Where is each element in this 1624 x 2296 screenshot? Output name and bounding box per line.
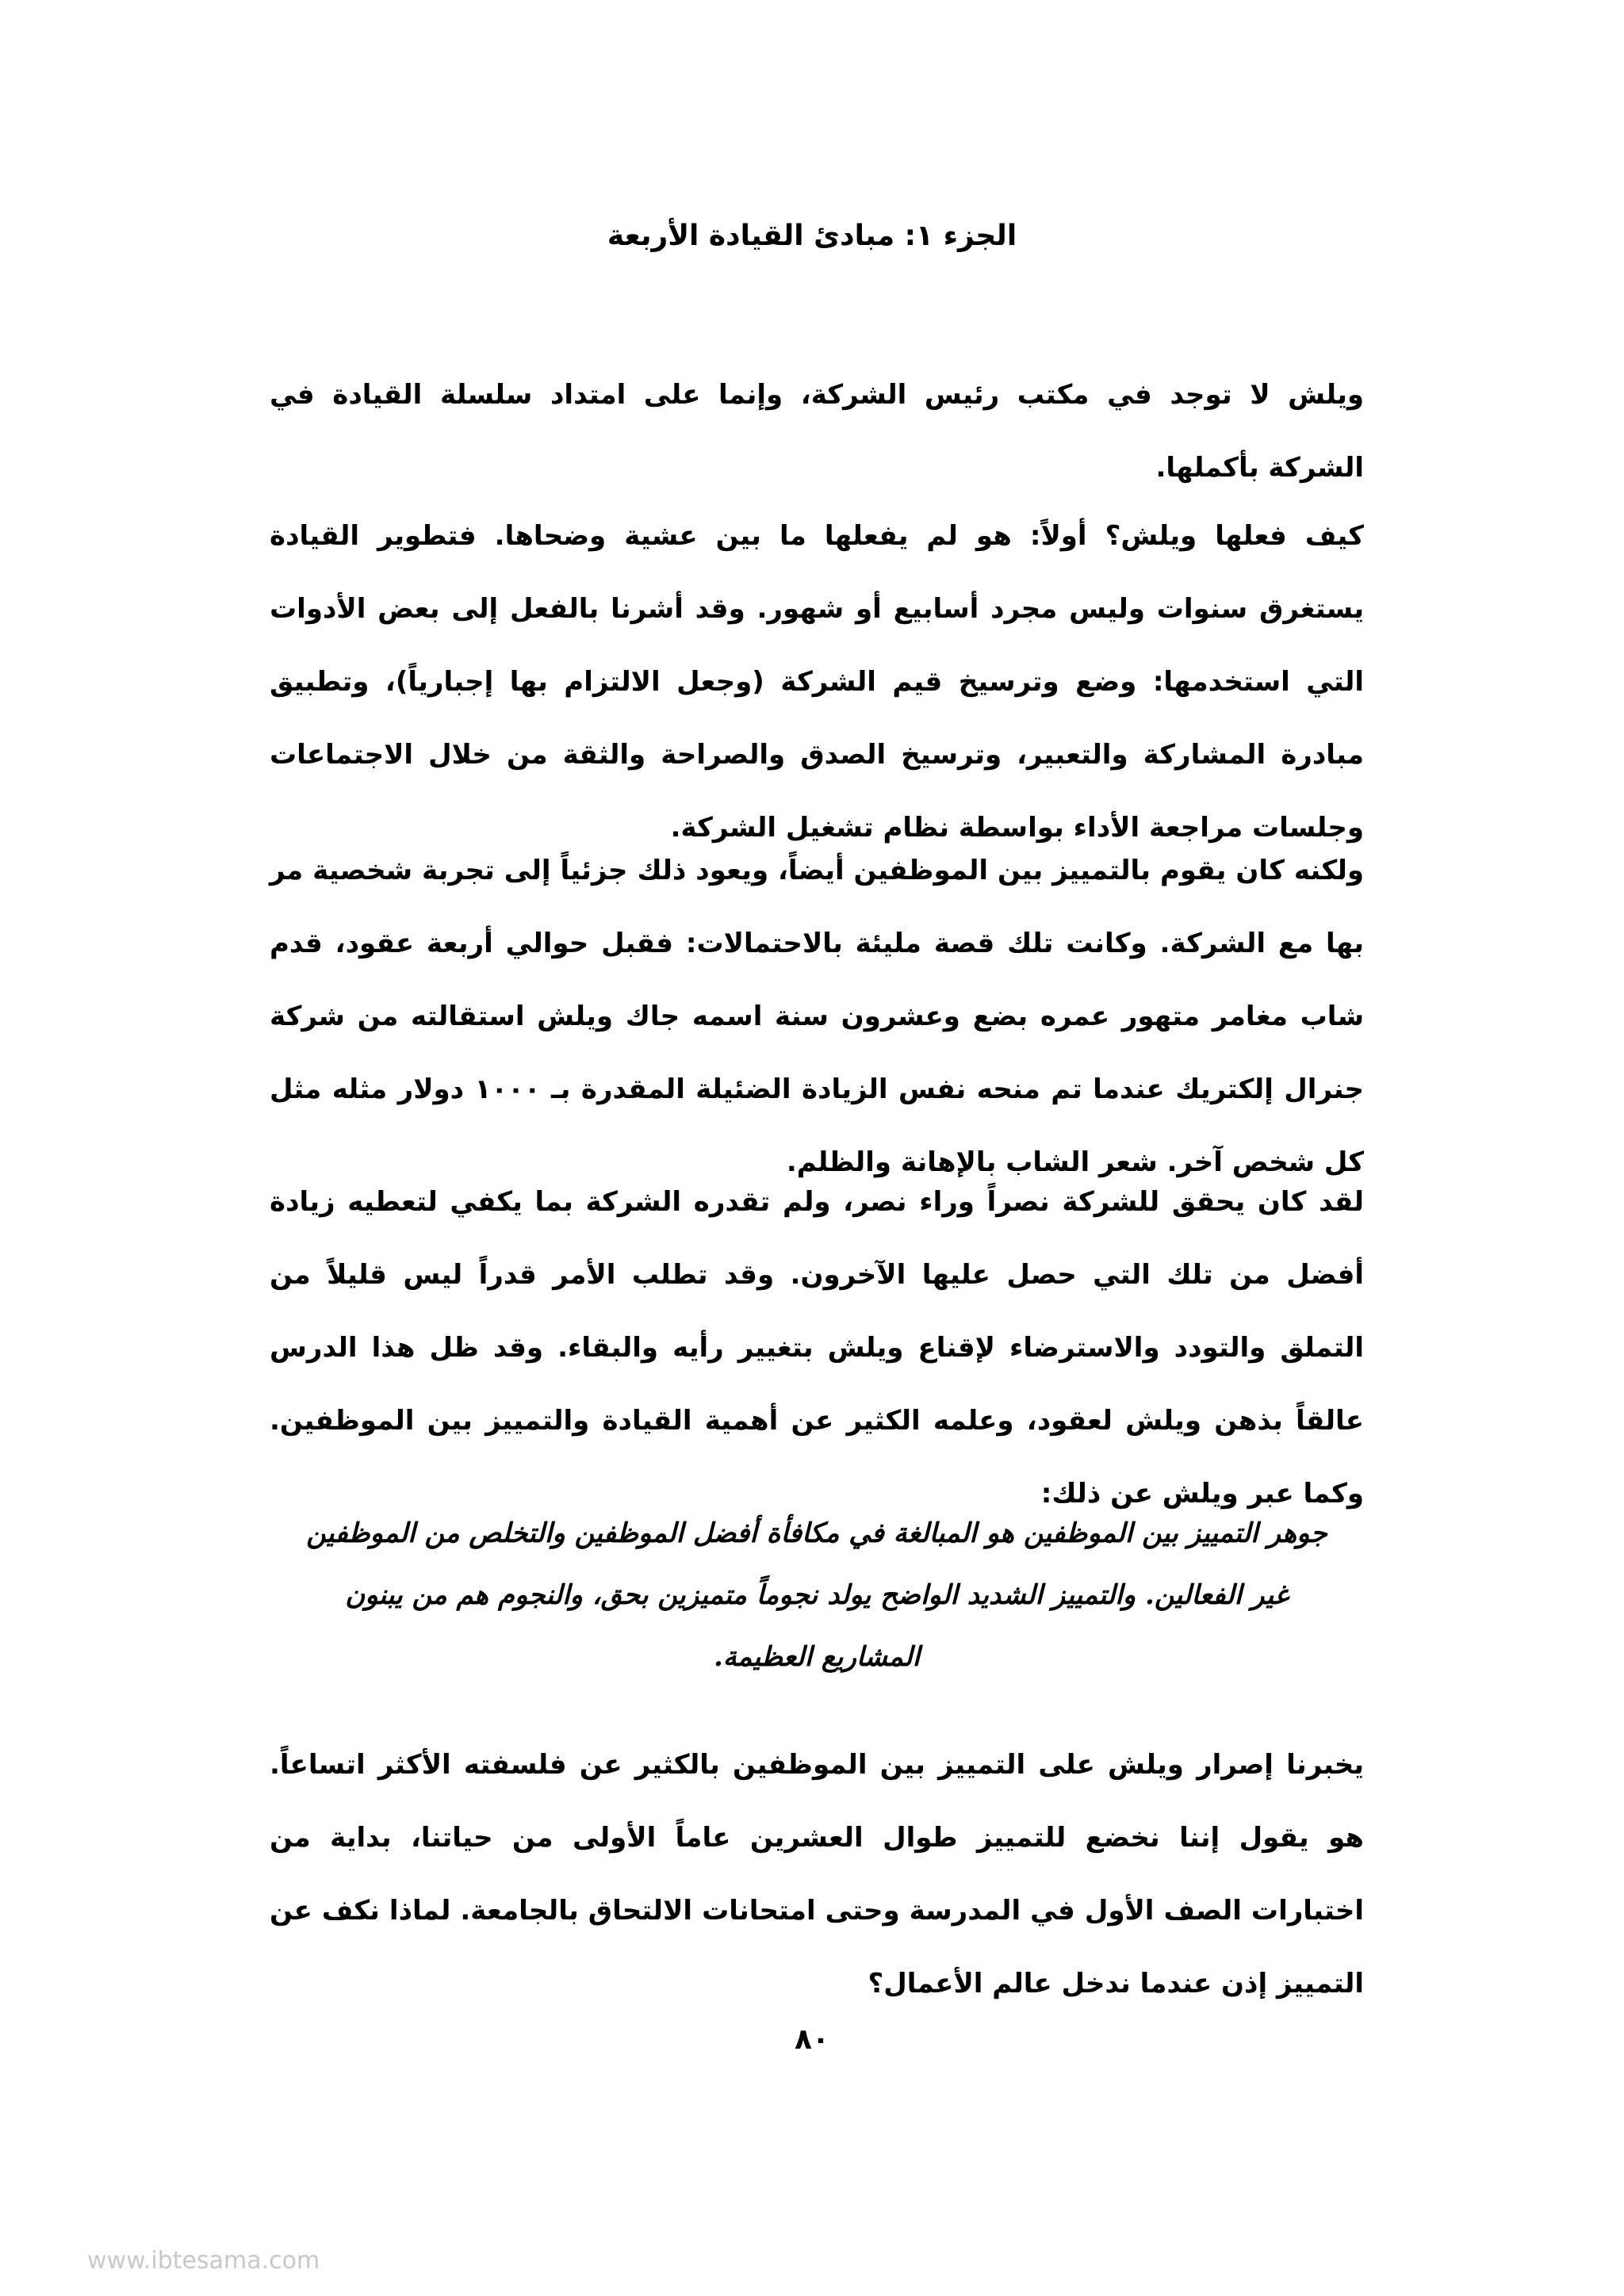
paragraph-4: لقد كان يحقق للشركة نصراً وراء نصر، ولم تقدره الشركة بما يكفي لتعطيه زيادة أفضل من تلك التي حصل عليها الآخرون. وقد تطلب الأمر قدراً ليس قليلاً من التملق والتودد والاسترضاء لإقناع ويلش بتغيير رأيه والبقاء. وقد ظل هذا الدرس عالقاً بذهن ويلش لعقود، وعلمه الكثير عن أهمية القيادة والتمييز بين الموظفين. وكما عبر ويلش عن ذلك: (270, 1186, 1364, 1510)
watermark: www.ibtesama.com (87, 2247, 320, 2275)
paragraph-1: ويلش لا توجد في مكتب رئيس الشركة، وإنما على امتداد سلسلة القيادة في الشركة بأكملها. (270, 379, 1364, 484)
block-quote: جوهر التمييز بين الموظفين هو المبالغة في مكافأة أفضل الموظفين والتخلص من الموظفين غير الفعالين. والتمييز الشديد الواضح يولد نجوماً متميزين بحق، والنجوم هم من يبنون المشاريع العظيمة. (306, 1517, 1327, 1673)
page-number: ٨٠ (795, 2023, 829, 2056)
paragraph-2: كيف فعلها ويلش؟ أولاً: هو لم يفعلها ما بين عشية وضحاها. فتطوير القيادة يستغرق سنوات وليس مجرد أسابيع أو شهور. وقد أشرنا بالفعل إلى بعض الأدوات التي استخدمها: وضع وترسيخ قيم الشركة (وجعل الالتزام بها إجبارياً)، وتطبيق مبادرة المشاركة والتعبير، وترسيخ الصدق والصراحة والثقة من خلال الاجتماعات وجلسات مراجعة الأداء بواسطة نظام تشغيل الشركة. (270, 520, 1364, 844)
chapter-header: الجزء ١: مبادئ القيادة الأربعة (607, 220, 1017, 252)
closing-paragraph: يخبرنا إصرار ويلش على التمييز بين الموظفين بالكثير عن فلسفته الأكثر اتساعاً. هو يقول إننا نخضع للتمييز طوال العشرين عاماً الأولى من حياتنا، بداية من اختبارات الصف الأول في المدرسة وحتى امتحانات الالتحاق بالجامعة. لماذا نكف عن التمييز إذن عندما ندخل عالم الأعمال؟ (270, 1749, 1364, 1999)
paragraph-3: ولكنه كان يقوم بالتمييز بين الموظفين أيضاً، ويعود ذلك جزئياً إلى تجربة شخصية مر بها مع الشركة. وكانت تلك قصة مليئة بالاحتمالات: فقبل حوالي أربعة عقود، قدم شاب مغامر متهور عمره بضع وعشرون سنة اسمه جاك ويلش استقالته من شركة جنرال إلكتريك عندما تم منحه نفس الزيادة الضئيلة المقدرة بـ ١٠٠٠ دولار مثله مثل كل شخص آخر. شعر الشاب بالإهانة والظلم. (270, 855, 1364, 1178)
